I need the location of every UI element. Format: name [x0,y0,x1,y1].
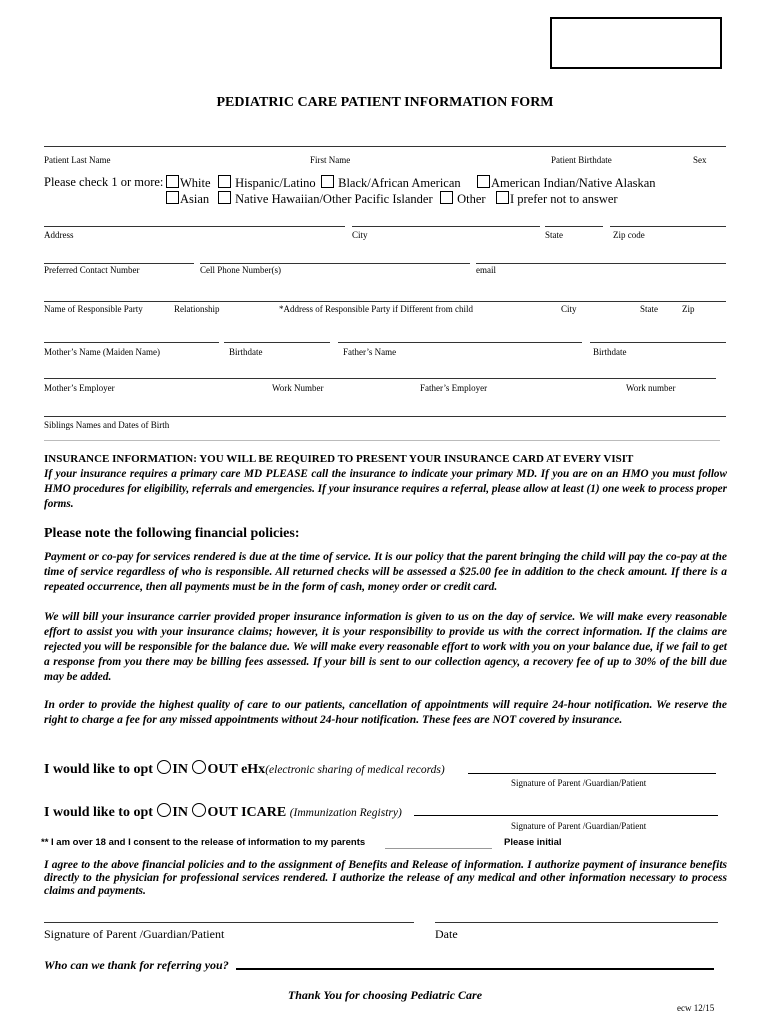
cell-phone-label: Cell Phone Number(s) [200,265,281,275]
email-label: email [476,265,496,275]
sex-label: Sex [693,155,707,165]
insurance-heading: INSURANCE INFORMATION: YOU WILL BE REQUIRED TO PRESENT YOUR INSURANCE CARD AT EVERY VISIT [44,453,634,465]
american-indian-checkbox[interactable] [477,175,490,188]
ethnicity-white[interactable]: White [166,175,211,191]
ethnicity-group [44,175,734,209]
ehx-in-radio[interactable] [157,760,171,774]
siblings-label: Siblings Names and Dates of Birth [44,420,170,430]
employer-line[interactable] [44,378,716,379]
financial-policy-3: In order to provide the highest quality of care to our patients, cancellation of appointments will require 24-hour notification. We reserve the right to charge a fee for any missed appointments without 24-hour notification. These fees are NOT covered by insurance. [44,699,727,726]
financial-heading: Please note the following financial policies: [44,526,300,541]
date-label: Date [435,927,458,941]
other-checkbox[interactable] [440,191,453,204]
father-birthdate-label: Birthdate [593,347,627,357]
patient-last-name-label: Patient Last Name [44,155,111,165]
black-checkbox[interactable] [321,175,334,188]
preferred-contact-line[interactable] [44,263,194,264]
responsible-name-label: Name of Responsible Party [44,304,143,314]
cell-phone-line[interactable] [200,263,470,264]
form-title: PEDIATRIC CARE PATIENT INFORMATION FORM [216,95,554,110]
father-employer-label: Father’s Employer [420,383,488,393]
hawaiian-checkbox[interactable] [218,191,231,204]
opt-icare-row: I would like to opt IN OUT ICARE (Immunization Registry) [44,805,402,820]
father-name-line[interactable] [338,342,582,343]
office-use-box [550,17,722,69]
icare-signature-label: Signature of Parent /Guardian/Patient [511,821,647,831]
patient-name-line[interactable] [44,146,726,147]
zip-line[interactable] [610,226,726,227]
no-answer-checkbox[interactable] [496,191,509,204]
mother-work-number-label: Work Number [272,383,324,393]
mother-name-label: Mother’s Name (Maiden Name) [44,347,161,357]
asian-checkbox[interactable] [166,191,179,204]
patient-birthdate-label: Patient Birthdate [551,155,612,165]
ehx-signature-line[interactable] [468,773,716,774]
email-line[interactable] [476,263,726,264]
ethnicity-no-answer[interactable]: I prefer not to answer [496,191,618,207]
address-label: Address [44,230,74,240]
icare-out-radio[interactable] [192,803,206,817]
responsible-city-label: City [561,304,577,314]
ethnicity-american-indian[interactable]: American Indian/Native Alaskan [477,175,656,191]
city-line[interactable] [352,226,540,227]
initial-label: Please initial [504,837,562,848]
preferred-contact-label: Preferred Contact Number [44,265,140,275]
siblings-entry-line[interactable] [44,440,720,441]
city-label: City [352,230,368,240]
agreement-text: I agree to the above financial policies and to the assignment of Benefits and Release of information. I authorize payment of insurance benefits directly to the physician for professional services rendered. I authorize the release of any medical and other information necessary to process claims and payments. [44,859,727,897]
financial-policy-1: Payment or co-pay for services rendered is due at the time of service. It is our policy that the parent bringing the child will pay the co-pay at the time of service regardless of who is responsible. All returned checks will be assessed a $25.00 fee in addition to the check amount. If there is a repeated occurrence, then all payments must be in the form of cash, money order or credit card. [44,551,727,593]
state-line[interactable] [545,226,603,227]
siblings-line[interactable] [44,416,726,417]
responsible-party-line[interactable] [44,301,726,302]
initial-line[interactable] [385,848,492,849]
hispanic-checkbox[interactable] [218,175,231,188]
mother-birthdate-label: Birthdate [229,347,263,357]
ethnicity-other[interactable]: Other [440,191,486,207]
address-line[interactable] [44,226,345,227]
ethnicity-hispanic[interactable]: Hispanic/Latino [218,175,316,191]
referral-line[interactable] [236,968,714,970]
ethnicity-black[interactable]: Black/African American [321,175,461,191]
father-work-number-label: Work number [626,383,676,393]
mother-name-line[interactable] [44,342,219,343]
white-checkbox[interactable] [166,175,179,188]
first-name-label: First Name [310,155,351,165]
final-signature-line[interactable] [44,922,414,923]
icare-in-radio[interactable] [157,803,171,817]
ethnicity-prompt: Please check 1 or more: [44,175,164,189]
mother-birthdate-line[interactable] [224,342,330,343]
ethnicity-hawaiian[interactable]: Native Hawaiian/Other Pacific Islander [218,191,433,207]
opt-ehx-row: I would like to opt IN OUT eHx(electronic sharing of medical records) [44,762,445,777]
insurance-text: If your insurance requires a primary care MD PLEASE call the insurance to indicate your primary MD. If you are on an HMO you must follow HMO procedures for eligibility, referrals and emergencies. If your insurance requires a referral, please allow at least (1) one week to process proper forms. [44,468,727,510]
ehx-signature-label: Signature of Parent /Guardian/Patient [511,778,647,788]
state-label: State [545,230,563,240]
date-line[interactable] [435,922,718,923]
responsible-state-label: State [640,304,658,314]
form-version: ecw 12/15 [677,1003,715,1013]
responsible-address-label: *Address of Responsible Party if Different from child [279,304,474,314]
ehx-out-radio[interactable] [192,760,206,774]
zip-label: Zip code [613,230,645,240]
final-signature-label: Signature of Parent /Guardian/Patient [44,927,225,941]
responsible-zip-label: Zip [682,304,695,314]
referral-label: Who can we thank for referring you? [44,958,229,972]
relationship-label: Relationship [174,304,220,314]
father-birthdate-line[interactable] [590,342,726,343]
consent-text: ** I am over 18 and I consent to the release of information to my parents [41,837,366,848]
ethnicity-asian[interactable]: Asian [166,191,209,207]
icare-signature-line[interactable] [414,815,718,816]
thank-you-text: Thank You for choosing Pediatric Care [287,988,483,1002]
financial-policy-2: We will bill your insurance carrier provided proper insurance information is given to us on the day of service. We will make every reasonable effort to assist you with your insurance claims; however, it is your responsibility to provide us with the correct information. If the claims are rejected you will be responsible for the balance due. We will make every reasonable effort to work with you on your balance due, if we fail to get a response from you there may be billing fees assessed. If your bill is sent to our collection agency, a recovery fee of up to 30% of the bill due may be added. [44,611,727,683]
mother-employer-label: Mother’s Employer [44,383,115,393]
father-name-label: Father’s Name [343,347,397,357]
